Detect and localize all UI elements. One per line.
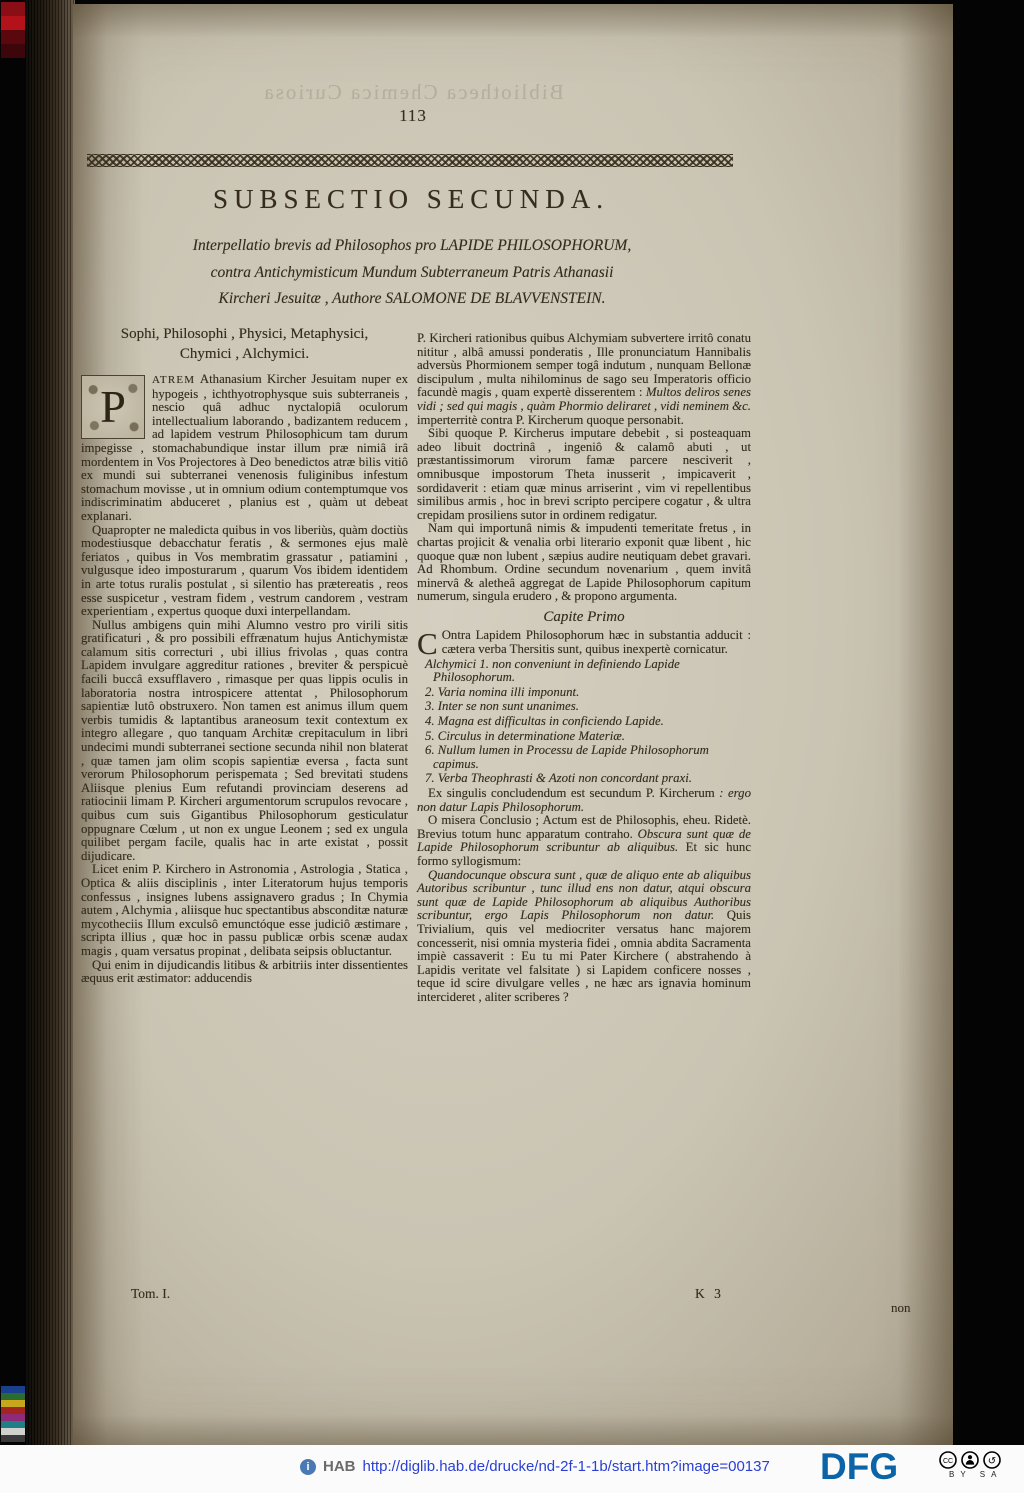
calibration-swatch — [1, 1435, 25, 1442]
calibration-swatch — [1, 1386, 25, 1393]
book-gutter-edge — [25, 0, 75, 1445]
paragraph-text: imperterritè contra P. Kircherum quoque personabit. — [417, 412, 684, 427]
scanned-page — [73, 4, 953, 1445]
section-title: SUBSECTIO SECUNDA. — [212, 184, 610, 214]
right-column — [417, 332, 751, 1005]
paragraph — [417, 869, 751, 1005]
paragraph-text: O misera Conclusio ; Actum est de Philosophis, eheu. Ridetè. Brevius totum hunc apparatum contraho. — [417, 813, 751, 841]
calibration-swatch — [1, 16, 25, 30]
subtitle-line: contra Antichymisticum Mundum Subterraneum Patris Athanasii — [210, 263, 614, 281]
ornament-band — [87, 154, 733, 167]
paragraph-text: Ontra Lapidem Philosophorum hæc in substantia adducit : cætera verba Thersitis sunt, quibus inexpertè cornicatur. — [441, 628, 751, 657]
paragraph — [417, 814, 751, 868]
source-link-group — [300, 1458, 770, 1475]
paragraph: Qui enim in dijudicandis litibus & arbitriis inter dissentientes æquus erit æstimator: adducendis — [81, 957, 408, 986]
paragraph — [81, 373, 408, 524]
syllogism-italic: Quandocunque obscura sunt , quæ de aliquo ente ab aliquibus Autoribus scribuntur , tunc illud ens non datur, atqui obscura sunt quæ de Lapide Philosophorum ab aliquibus Authoribus scribuntur, ergo Lapis Philosophorum non datur. — [417, 867, 751, 923]
chapter-heading: Capite Primo — [543, 608, 625, 625]
show-through-text: Bibliotheca Chemica Curiosa — [262, 80, 564, 104]
paragraph — [417, 626, 751, 662]
catchword: non — [891, 1300, 911, 1315]
hab-label: HAB — [323, 1458, 356, 1475]
paragraph-text: Quis Trivialium, quis vel mediocriter versatus hanc majorem concesserit, nisi omnia mysteria fidei , omnia abdita Sacramenta impiè cassaverit : Eu tu mi Pater Kirchere ( abstrahendo à Lapidis veritate vel falsitate ) si Lapidem conficere nosses , teque id scire divulgare velles , ne hæc ars ignavia hominum intercideret , aliter scriberes ? — [417, 908, 751, 1004]
calibration-swatch — [1, 1421, 25, 1428]
dfg-logo[interactable]: DFG — [820, 1446, 899, 1487]
left-column — [81, 324, 408, 986]
calibration-swatch — [1, 44, 25, 58]
paragraph: Nullus ambigens quin mihi Alumno vestro pro virili sitis gratificaturi , & pro possibili effrænatum hujus Antichymistæ calamum sitis correcturi , ubi illius frivolas , quas contra Lapidem invulgare aggreditur rationes , breviter & perspicuè facili buccâ exsufflavero , rimasque per quas lippis oculis in laboratoria nostra introspicere attentat , Philosophorum sapientiæ lutô obstruxero. Non tamen est animus illum quem verbis tumidis & laptantibus araneosum texit contextum ex integro allegare , quo tanquam Architæ crepitaculum in libri undecimi mundi subterranei sectione secunda nihil non blaterat , quæ tamen jam olim scopis sapientiæ eversa , facta sunt verorum Philosophorum perispemata ; Sed brevitati studens Aliisque plenius Eum refutandi provinciam deserens ad ratiocinii limam P. Kircheri argumentorum scrupulos revocare , quibus cum suis Gigantibus Philosophorum gesticulatur oppugnare Cœlum , ut non ex ungue Leonem ; sed ex ungula quilibet pergam facile, qualis hac in arte existat , possit dijudicare. — [81, 617, 408, 863]
calibration-swatch — [1, 2, 25, 16]
cc-icon — [939, 1451, 957, 1469]
svg-text:CC: CC — [942, 1458, 954, 1465]
viewer-footer — [0, 1445, 1024, 1493]
drop-cap-woodcut: P — [81, 375, 145, 439]
cc-sa-arrow-icon — [983, 1451, 1001, 1469]
lead-smallcaps: ATREM — [152, 374, 196, 386]
address-heading-line: Chymici , Alchymici. — [179, 346, 310, 362]
calibration-swatch — [1, 1428, 25, 1435]
calibration-strip-top — [1, 2, 25, 58]
paragraph-text: Athanasium Kircher Jesuitam nuper ex hypogeis , ichthyotrophysque suis subterraneis , nescio quâ adhuc nyctalopiâ oculorum intellectualium laborando , badizantem reducem , ad lapidem vestrum Philosophicum tam durum impegisse , stomachabundique instar illum præ nimiâ irâ mordentem in Vos Projectores à Deo benedictos atræ bilis vitiô ex mundi sui subterranei venenosis fuliginibus infestum stomachum movisse , ut in omnium odium contemptumque vos indiscriminatim abduceret , planius est , quàm ut debeat explanari. — [81, 372, 408, 523]
calibration-strip-bottom — [1, 1386, 25, 1442]
paragraph: Nam qui importunâ nimis & impudenti temeritate fretus , in chartas projicit & venalia orbi literario exponit quæ libent , hic quoque quæ non lubent , sæpius audire neutiquam debet gravari. Ad Rhombum. Ordine secundum novenarium , quem invitâ minervâ & aletheâ aggregat de Lapide Philosophorum capitum numerum, singula erudero , & propono argumenta. — [417, 521, 751, 604]
paragraph-text: P. Kircheri rationibus quibus Alchymiam subvertere irritô conatu nititur , albâ amussi ponderatis , Ille pronunciatum Hannibalis adversùs Phormionem semper togâ indutum , nunquam Bellonæ discipulum , multa nihilominus de sago seu Imperatoris officio facundè magis , quam expertè disserentem : — [417, 331, 751, 400]
argument-item: 7. Verba Theophrasti & Azoti non concordant praxi. — [425, 771, 692, 786]
cc-icons-row — [925, 1451, 1015, 1469]
calibration-swatch — [1, 1407, 25, 1414]
quoted-italic: Obscura sunt quæ de Lapide Philosophorum scribuntur ab aliquibus. — [417, 826, 751, 855]
argument-item: 2. Varia nomina illi imponunt. — [425, 684, 580, 699]
calibration-swatch — [1, 30, 25, 44]
paragraph: Sibi quoque P. Kircherus imputare debebit , si posteaquam adeo libuit doctrinâ , ingeniô & calamô abuti , ut præstantissimorum virorum famæ parcere nesciverit , omnibusque impostorum Theta inusserit , impicaverit , sordidaverit : etiam quæ minus arriserint , vim vi repellentibus similibus armis , hoc in brevi scripto percipere cogatur , & ultra crepidam prosiliens sutor in ordinem redigatur. — [417, 426, 751, 522]
paragraph — [417, 787, 751, 814]
paragraph-text: Et sic hunc formo syllogismum: — [417, 840, 751, 868]
paragraph — [417, 332, 751, 427]
argument-item: 6. Nullum lumen in Processu de Lapide Philosophorum capimus. — [425, 743, 709, 771]
drop-cap-letter: C — [417, 626, 438, 662]
calibration-swatch — [1, 1400, 25, 1407]
volume-signature: Tom. I. — [131, 1286, 171, 1301]
subtitle — [81, 233, 743, 313]
argument-list — [417, 658, 751, 786]
subtitle-line: Interpellatio brevis ad Philosophos pro LAPIDE PHILOSOPHORUM, — [192, 237, 632, 254]
cc-caption: BY SA — [949, 1470, 1003, 1479]
calibration-swatch — [1, 1393, 25, 1400]
conclusion-italic: : ergo non datur Lapis Philosophorum. — [417, 786, 751, 814]
subtitle-line: Kircheri Jesuitæ , Authore SALOMONE DE BLAVVENSTEIN. — [218, 290, 606, 307]
cc-by-person-icon — [961, 1451, 979, 1469]
gathering-signature: K 3 — [695, 1286, 724, 1301]
argument-item: 5. Circulus in determinatione Materiæ. — [425, 728, 625, 743]
calibration-swatch — [1, 1414, 25, 1421]
page-number: 113 — [399, 106, 427, 125]
info-icon[interactable]: i — [300, 1459, 316, 1475]
svg-text:↺: ↺ — [987, 1456, 997, 1467]
quoted-italic: Multos deliros senes vidi ; sed qui magis , quàm Phormio deliraret , vidi neminem &c. — [417, 385, 751, 413]
source-url-link[interactable]: http://diglib.hab.de/drucke/nd-2f-1-1b/start.htm?image=00137 — [362, 1458, 770, 1475]
paragraph: Quapropter ne maledicta quibus in vos liberiùs, quàm doctiùs modestiusque debacchatur feratis , & sermones ejus malè feriatos , quibus in Vos membratim grassatur , patiamini , vulgusque ideo imposturarum , quarum Vos ibidem identidem in arte totus ruralis postulat , si silentio has prætereatis , reos esse suspicetur , vestram fidem , vestrum candorem , vestram experientiam , expertus quoque duxi interpellandam. — [81, 522, 408, 619]
argument-item: 4. Magna est difficultas in conficiendo Lapide. — [425, 714, 664, 729]
argument-item: Alchymici 1. non conveniunt in definiendo Lapide Philosophorum. — [425, 656, 680, 685]
cc-license[interactable] — [925, 1451, 1015, 1479]
paragraph: Licet enim P. Kirchero in Astronomia , Astrologia , Statica , Optica & aliis disciplinis , inter Literatorum hujus temporis confessus , insignes lubens assignavero gradus ; In Chymia autem , Alchymia , aliisque huc spectantibus absconditæ naturæ mycotheciis Illum exculsô emunctóque esse judiciô æstimare , scripta illius , quæ hoc in passu publicæ orbis scenæ audax magis , quam versatus propinat , delibata seipsis obluctantur. — [81, 862, 408, 958]
address-heading-line: Sophi, Philosophi , Physici, Metaphysici, — [120, 326, 369, 342]
address-heading — [81, 324, 408, 364]
paragraph-text: Ex singulis concludendum est secundum P. Kircherum — [428, 786, 715, 800]
argument-item: 3. Inter se non sunt unanimes. — [425, 699, 579, 714]
